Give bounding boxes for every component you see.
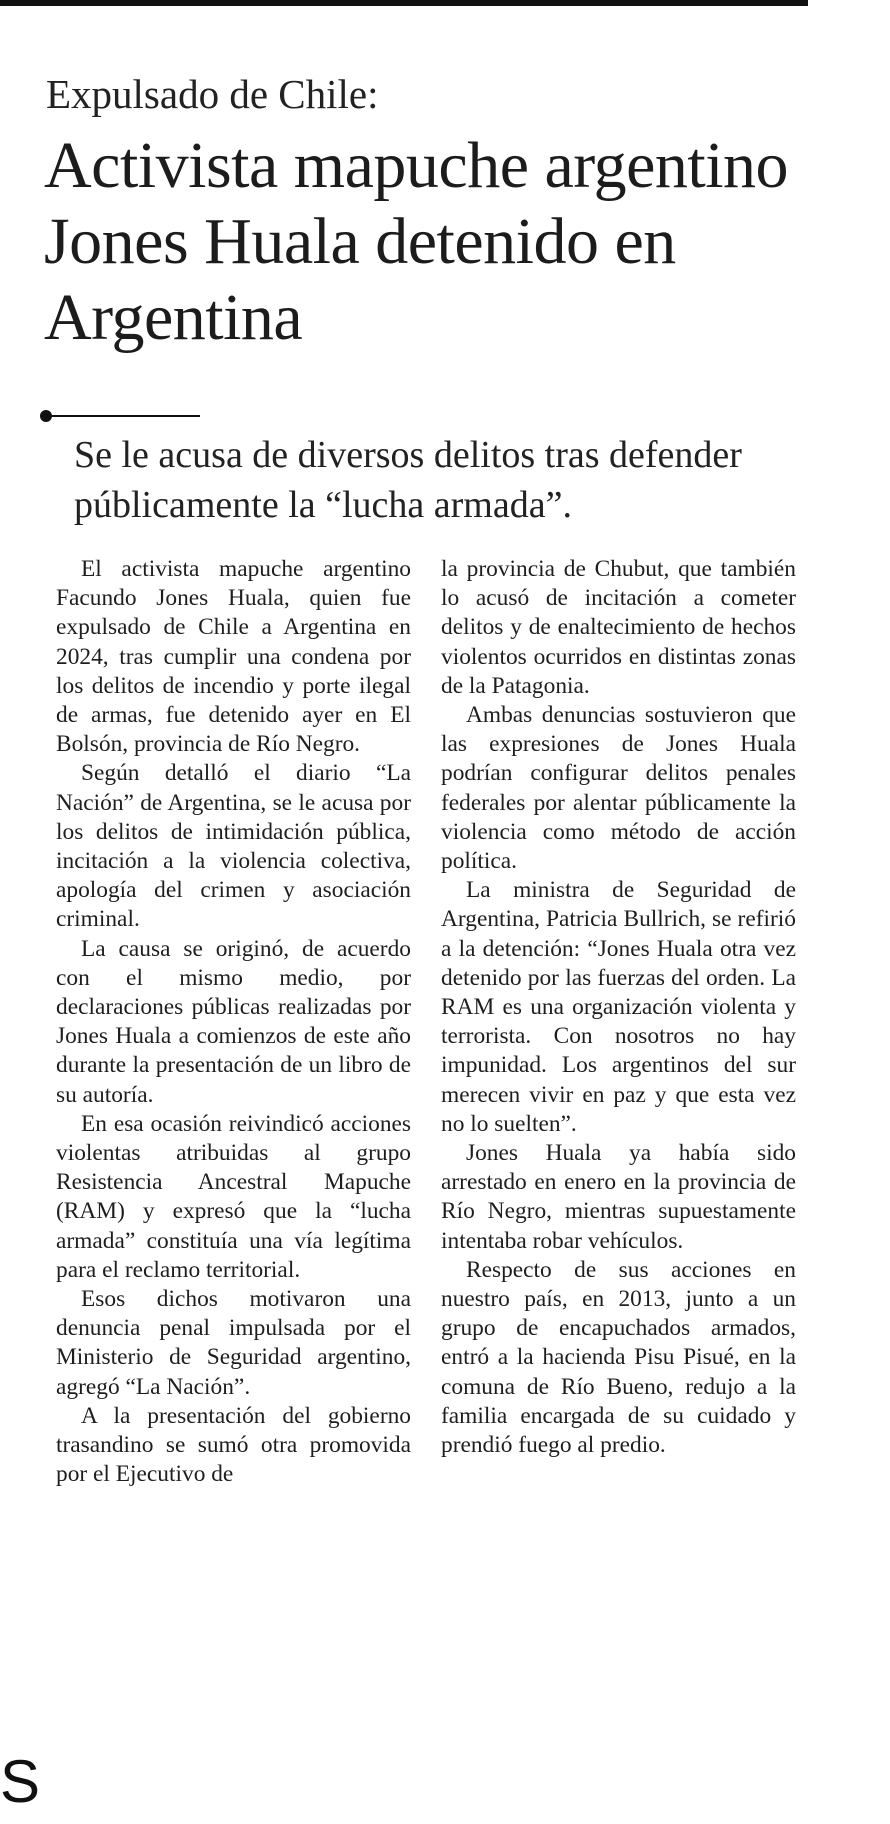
paragraph: La causa se originó, de acuerdo con el mismo medio, por declaraciones públicas realizadas por Jones Huala a comienzos de este año durante la presentación de un libro de su autoría. bbox=[56, 935, 411, 1108]
article-column-left bbox=[56, 555, 411, 1490]
paragraph: Según detalló el diario “La Nación” de Argentina, se le acusa por los delitos de intimidación pública, incitación a la violencia colectiva, apología del crimen y asociación criminal. bbox=[56, 760, 411, 933]
paragraph: El activista mapuche argentino Facundo Jones Huala, quien fue expulsado de Chile a Argentina en 2024, tras cumplir una condena por los delitos de incendio y porte ilegal de armas, fue detenido ayer en El Bolsón, provincia de Río Negro. bbox=[56, 556, 411, 758]
bullet-dot-icon bbox=[40, 410, 52, 422]
paragraph: Esos dichos motivaron una denuncia penal impulsada por el Ministerio de Seguridad argentino, agregó “La Nación”. bbox=[56, 1286, 411, 1400]
paragraph: En esa ocasión reivindicó acciones violentas atribuidas al grupo Resistencia Ancestral Mapuche (RAM) y expresó que la “lucha armada” constituía una vía legítima para el reclamo territorial. bbox=[56, 1110, 411, 1283]
paragraph: La ministra de Seguridad de Argentina, Patricia Bullrich, se refirió a la detención: “Jones Huala otra vez detenido por las fuerzas del orden. La RAM es una organización violenta y terrorista. Con nosotros no hay impunidad. Los argentinos del sur merecen vivir en paz y que esta vez no lo suelten”. bbox=[441, 877, 796, 1137]
top-rule bbox=[0, 0, 808, 6]
article-headline: Activista mapuche argentino Jones Huala detenido en Argentina bbox=[44, 129, 789, 354]
article-kicker: Expulsado de Chile: bbox=[46, 71, 379, 117]
ornament-line bbox=[46, 415, 200, 417]
article-dek: Se le acusa de diversos delitos tras defender públicamente la “lucha armada”. bbox=[74, 434, 742, 526]
paragraph: Ambas denuncias sostuvieron que las expresiones de Jones Huala podrían configurar delitos penales federales por alentar públicamente la violencia como método de acción política. bbox=[441, 702, 796, 875]
paragraph: A la presentación del gobierno trasandino se sumó otra promovida por el Ejecutivo de bbox=[56, 1402, 411, 1488]
paragraph-continued: la provincia de Chubut, que también lo acusó de incitación a cometer delitos y de enaltecimiento de hechos violentos ocurridos en distintas zonas de la Patagonia. bbox=[441, 556, 796, 699]
article-column-right bbox=[441, 555, 796, 1460]
paragraph: Jones Huala ya había sido arrestado en enero en la provincia de Río Negro, mientras supuestamente intentaba robar vehículos. bbox=[441, 1140, 796, 1254]
section-ornament bbox=[40, 410, 200, 422]
cropped-edge-letter: S bbox=[0, 1748, 41, 1815]
paragraph: Respecto de sus acciones en nuestro país, en 2013, junto a un grupo de encapuchados armados, entró a la hacienda Pisu Pisué, en la comuna de Río Bueno, redujo a la familia encargada de su cuidado y prendió fuego al predio. bbox=[441, 1256, 796, 1459]
